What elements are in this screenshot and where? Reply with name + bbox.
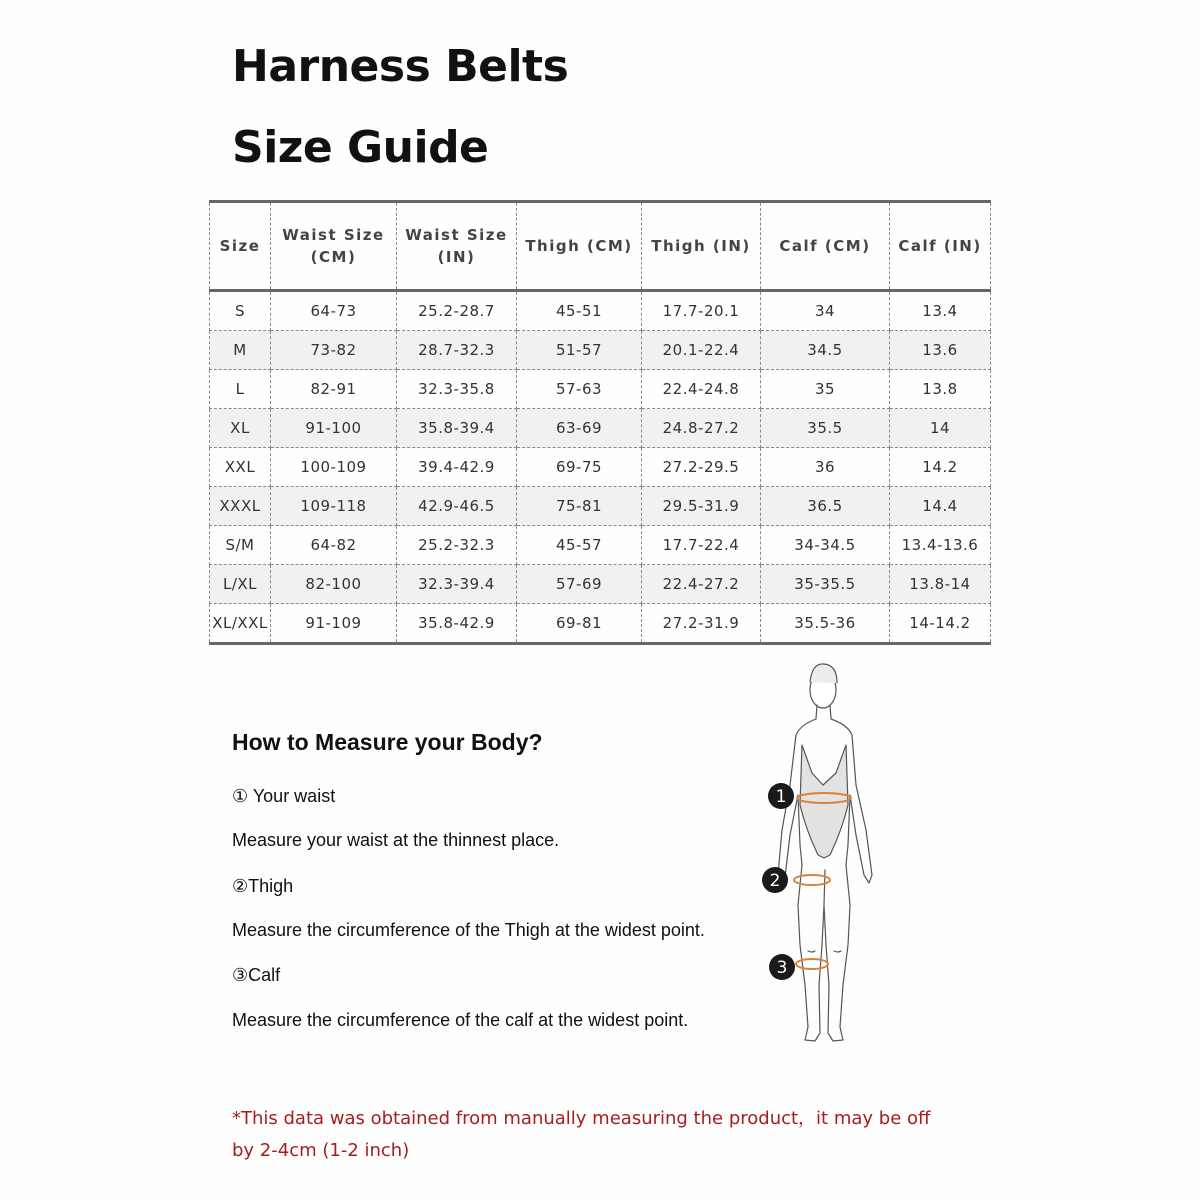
cell-thigh-in: 24.8-27.2 (642, 409, 761, 448)
step-thigh-heading: ②Thigh (232, 876, 294, 896)
header-calf-in: Calf (IN) (890, 202, 991, 291)
cell-thigh-in: 27.2-29.5 (642, 448, 761, 487)
cell-waist-in: 25.2-32.3 (397, 526, 517, 565)
step-waist-description: Measure your waist at the thinnest place. (232, 830, 560, 850)
cell-calf-cm: 34.5 (761, 331, 890, 370)
cell-thigh-in: 29.5-31.9 (642, 487, 761, 526)
cell-thigh-cm: 63-69 (517, 409, 642, 448)
cell-size: XL (210, 409, 271, 448)
cell-waist-in: 28.7-32.3 (397, 331, 517, 370)
header-calf-cm: Calf (CM) (761, 202, 890, 291)
cell-size: XXL (210, 448, 271, 487)
cell-waist-cm: 73-82 (271, 331, 397, 370)
table-row (210, 565, 991, 604)
body-outline (775, 664, 872, 1041)
cell-waist-cm: 109-118 (271, 487, 397, 526)
cell-waist-cm: 82-91 (271, 370, 397, 409)
table-row (210, 291, 991, 331)
header-waist-in: Waist Size (IN) (397, 202, 517, 291)
cell-calf-in: 14 (890, 409, 991, 448)
cell-waist-cm: 100-109 (271, 448, 397, 487)
cell-waist-in: 32.3-39.4 (397, 565, 517, 604)
cell-size: L/XL (210, 565, 271, 604)
cell-thigh-cm: 57-69 (517, 565, 642, 604)
step-calf-heading: ③Calf (232, 965, 281, 985)
cell-size: L (210, 370, 271, 409)
cell-size: XXXL (210, 487, 271, 526)
cell-thigh-cm: 75-81 (517, 487, 642, 526)
cell-calf-cm: 35-35.5 (761, 565, 890, 604)
cell-calf-cm: 36.5 (761, 487, 890, 526)
cell-thigh-cm: 69-81 (517, 604, 642, 644)
cell-calf-in: 13.6 (890, 331, 991, 370)
cell-waist-in: 35.8-42.9 (397, 604, 517, 644)
cell-thigh-cm: 45-51 (517, 291, 642, 331)
table-row (210, 604, 991, 644)
table-row (210, 331, 991, 370)
marker-3-label: 3 (776, 958, 788, 978)
step-calf-description: Measure the circumference of the calf at the widest point. (232, 1010, 689, 1030)
header-thigh-cm: Thigh (CM) (517, 202, 642, 291)
step-thigh-description: Measure the circumference of the Thigh at the widest point. (232, 920, 705, 940)
cell-size: S (210, 291, 271, 331)
cell-waist-cm: 64-73 (271, 291, 397, 331)
cell-calf-in: 14-14.2 (890, 604, 991, 644)
cell-waist-in: 32.3-35.8 (397, 370, 517, 409)
cell-calf-in: 14.2 (890, 448, 991, 487)
cell-waist-cm: 91-100 (271, 409, 397, 448)
header-thigh-in: Thigh (IN) (642, 202, 761, 291)
cell-calf-cm: 35 (761, 370, 890, 409)
cell-waist-in: 39.4-42.9 (397, 448, 517, 487)
table-row (210, 370, 991, 409)
cell-size: S/M (210, 526, 271, 565)
cell-calf-cm: 36 (761, 448, 890, 487)
cell-calf-cm: 34 (761, 291, 890, 331)
cell-thigh-in: 27.2-31.9 (642, 604, 761, 644)
cell-thigh-cm: 57-63 (517, 370, 642, 409)
cell-waist-cm: 91-109 (271, 604, 397, 644)
marker-1-label: 1 (775, 787, 787, 807)
cell-thigh-in: 17.7-20.1 (642, 291, 761, 331)
page-title-line2: Size Guide (232, 122, 489, 173)
cell-calf-in: 14.4 (890, 487, 991, 526)
cell-thigh-cm: 45-57 (517, 526, 642, 565)
cell-calf-cm: 34-34.5 (761, 526, 890, 565)
cell-calf-cm: 35.5-36 (761, 604, 890, 644)
cell-calf-in: 13.4-13.6 (890, 526, 991, 565)
cell-size: XL/XXL (210, 604, 271, 644)
cell-waist-cm: 82-100 (271, 565, 397, 604)
cell-waist-in: 42.9-46.5 (397, 487, 517, 526)
cell-thigh-in: 20.1-22.4 (642, 331, 761, 370)
cell-calf-in: 13.8 (890, 370, 991, 409)
table-row (210, 526, 991, 565)
step-waist-heading: ① Your waist (232, 786, 336, 806)
page-title-line1: Harness Belts (232, 41, 569, 92)
cell-waist-in: 35.8-39.4 (397, 409, 517, 448)
cell-waist-cm: 64-82 (271, 526, 397, 565)
cell-waist-in: 25.2-28.7 (397, 291, 517, 331)
measurement-disclaimer-note: *This data was obtained from manually measuring the product，it may be off by 2-4cm (1-2 inch) (232, 1108, 931, 1161)
cell-size: M (210, 331, 271, 370)
header-size: Size (210, 202, 271, 291)
cell-thigh-in: 22.4-27.2 (642, 565, 761, 604)
marker-3 (769, 954, 795, 980)
calf-band (796, 959, 828, 969)
marker-2 (762, 867, 788, 893)
size-table (209, 200, 991, 645)
marker-2-label: 2 (769, 871, 781, 891)
how-to-measure-title: How to Measure your Body? (232, 729, 543, 755)
cell-calf-cm: 35.5 (761, 409, 890, 448)
cell-thigh-in: 17.7-22.4 (642, 526, 761, 565)
table-header-row (210, 202, 991, 291)
cell-thigh-cm: 69-75 (517, 448, 642, 487)
table-row (210, 487, 991, 526)
cell-thigh-in: 22.4-24.8 (642, 370, 761, 409)
cell-calf-in: 13.8-14 (890, 565, 991, 604)
cell-thigh-cm: 51-57 (517, 331, 642, 370)
table-row (210, 448, 991, 487)
table-row (210, 409, 991, 448)
cell-calf-in: 13.4 (890, 291, 991, 331)
body-measurement-illustration (750, 655, 910, 1050)
header-waist-cm: Waist Size (CM) (271, 202, 397, 291)
marker-1 (768, 783, 794, 809)
